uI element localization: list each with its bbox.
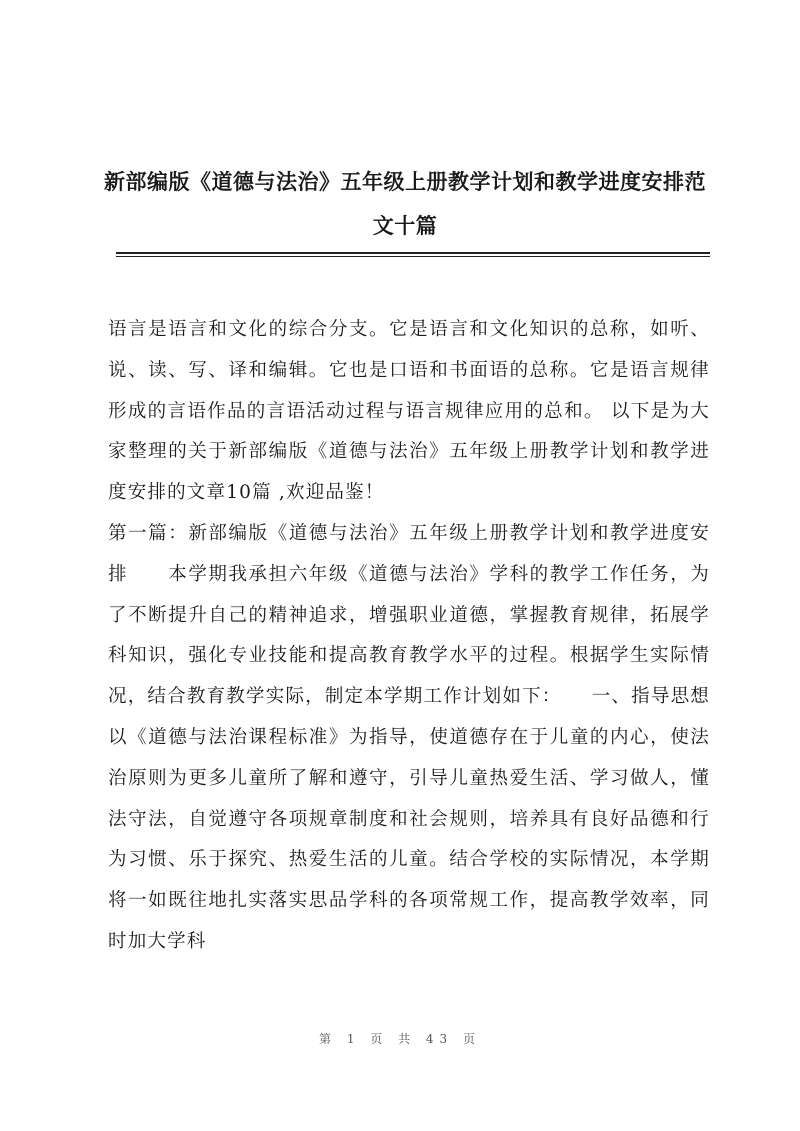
section-1-paragraph: 第一篇：新部编版《道德与法治》五年级上册教学计划和教学进度安排 本学期我承担六年级《道德与法治》学科的教学工作任务，为了不断提升自己的精神追求，增强职业道德，掌握教育规律，拓展学科知识，强化专业技能和提高教育教学水平的过程。根据学生实际情况，结合教育教学实际，制定本学期工作计划如下： 一、指导思想以《道德与法治课程标准》为指导，使道德存在于儿童的内心，使法治原则为更多儿童所了解和遵守，引导儿童热爱生活、学习做人，懂法守法，自觉遵守各项规章制度和社会规则，培养具有良好品德和行为习惯、乐于探究、热爱生活的儿童。结合学校的实际情况，本学期将一如既往地扎实落实思品学科的各项常规工作，提高教学效率，同时加大学科 — [108, 522, 710, 952]
intro-paragraph: 语言是语言和文化的综合分支。它是语言和文化知识的总称，如听、说、读、写、译和编辑。它也是口语和书面语的总称。它是语言规律形成的言语作品的言语活动过程与语言规律应用的总和。 以下是为大家整理的关于新部编版《道德与法治》五年级上册教学计划和教学进度安排的文章10篇 ,欢迎品鉴！ — [108, 319, 710, 504]
document-title: 新部编版《道德与法治》五年级上册教学计划和教学进度安排范文十篇 — [104, 170, 706, 238]
title-divider-thick — [116, 252, 710, 254]
title-divider-thin — [116, 256, 710, 257]
page-number: 第 1 页 共 43 页 — [319, 1032, 481, 1046]
document-body — [108, 310, 710, 963]
